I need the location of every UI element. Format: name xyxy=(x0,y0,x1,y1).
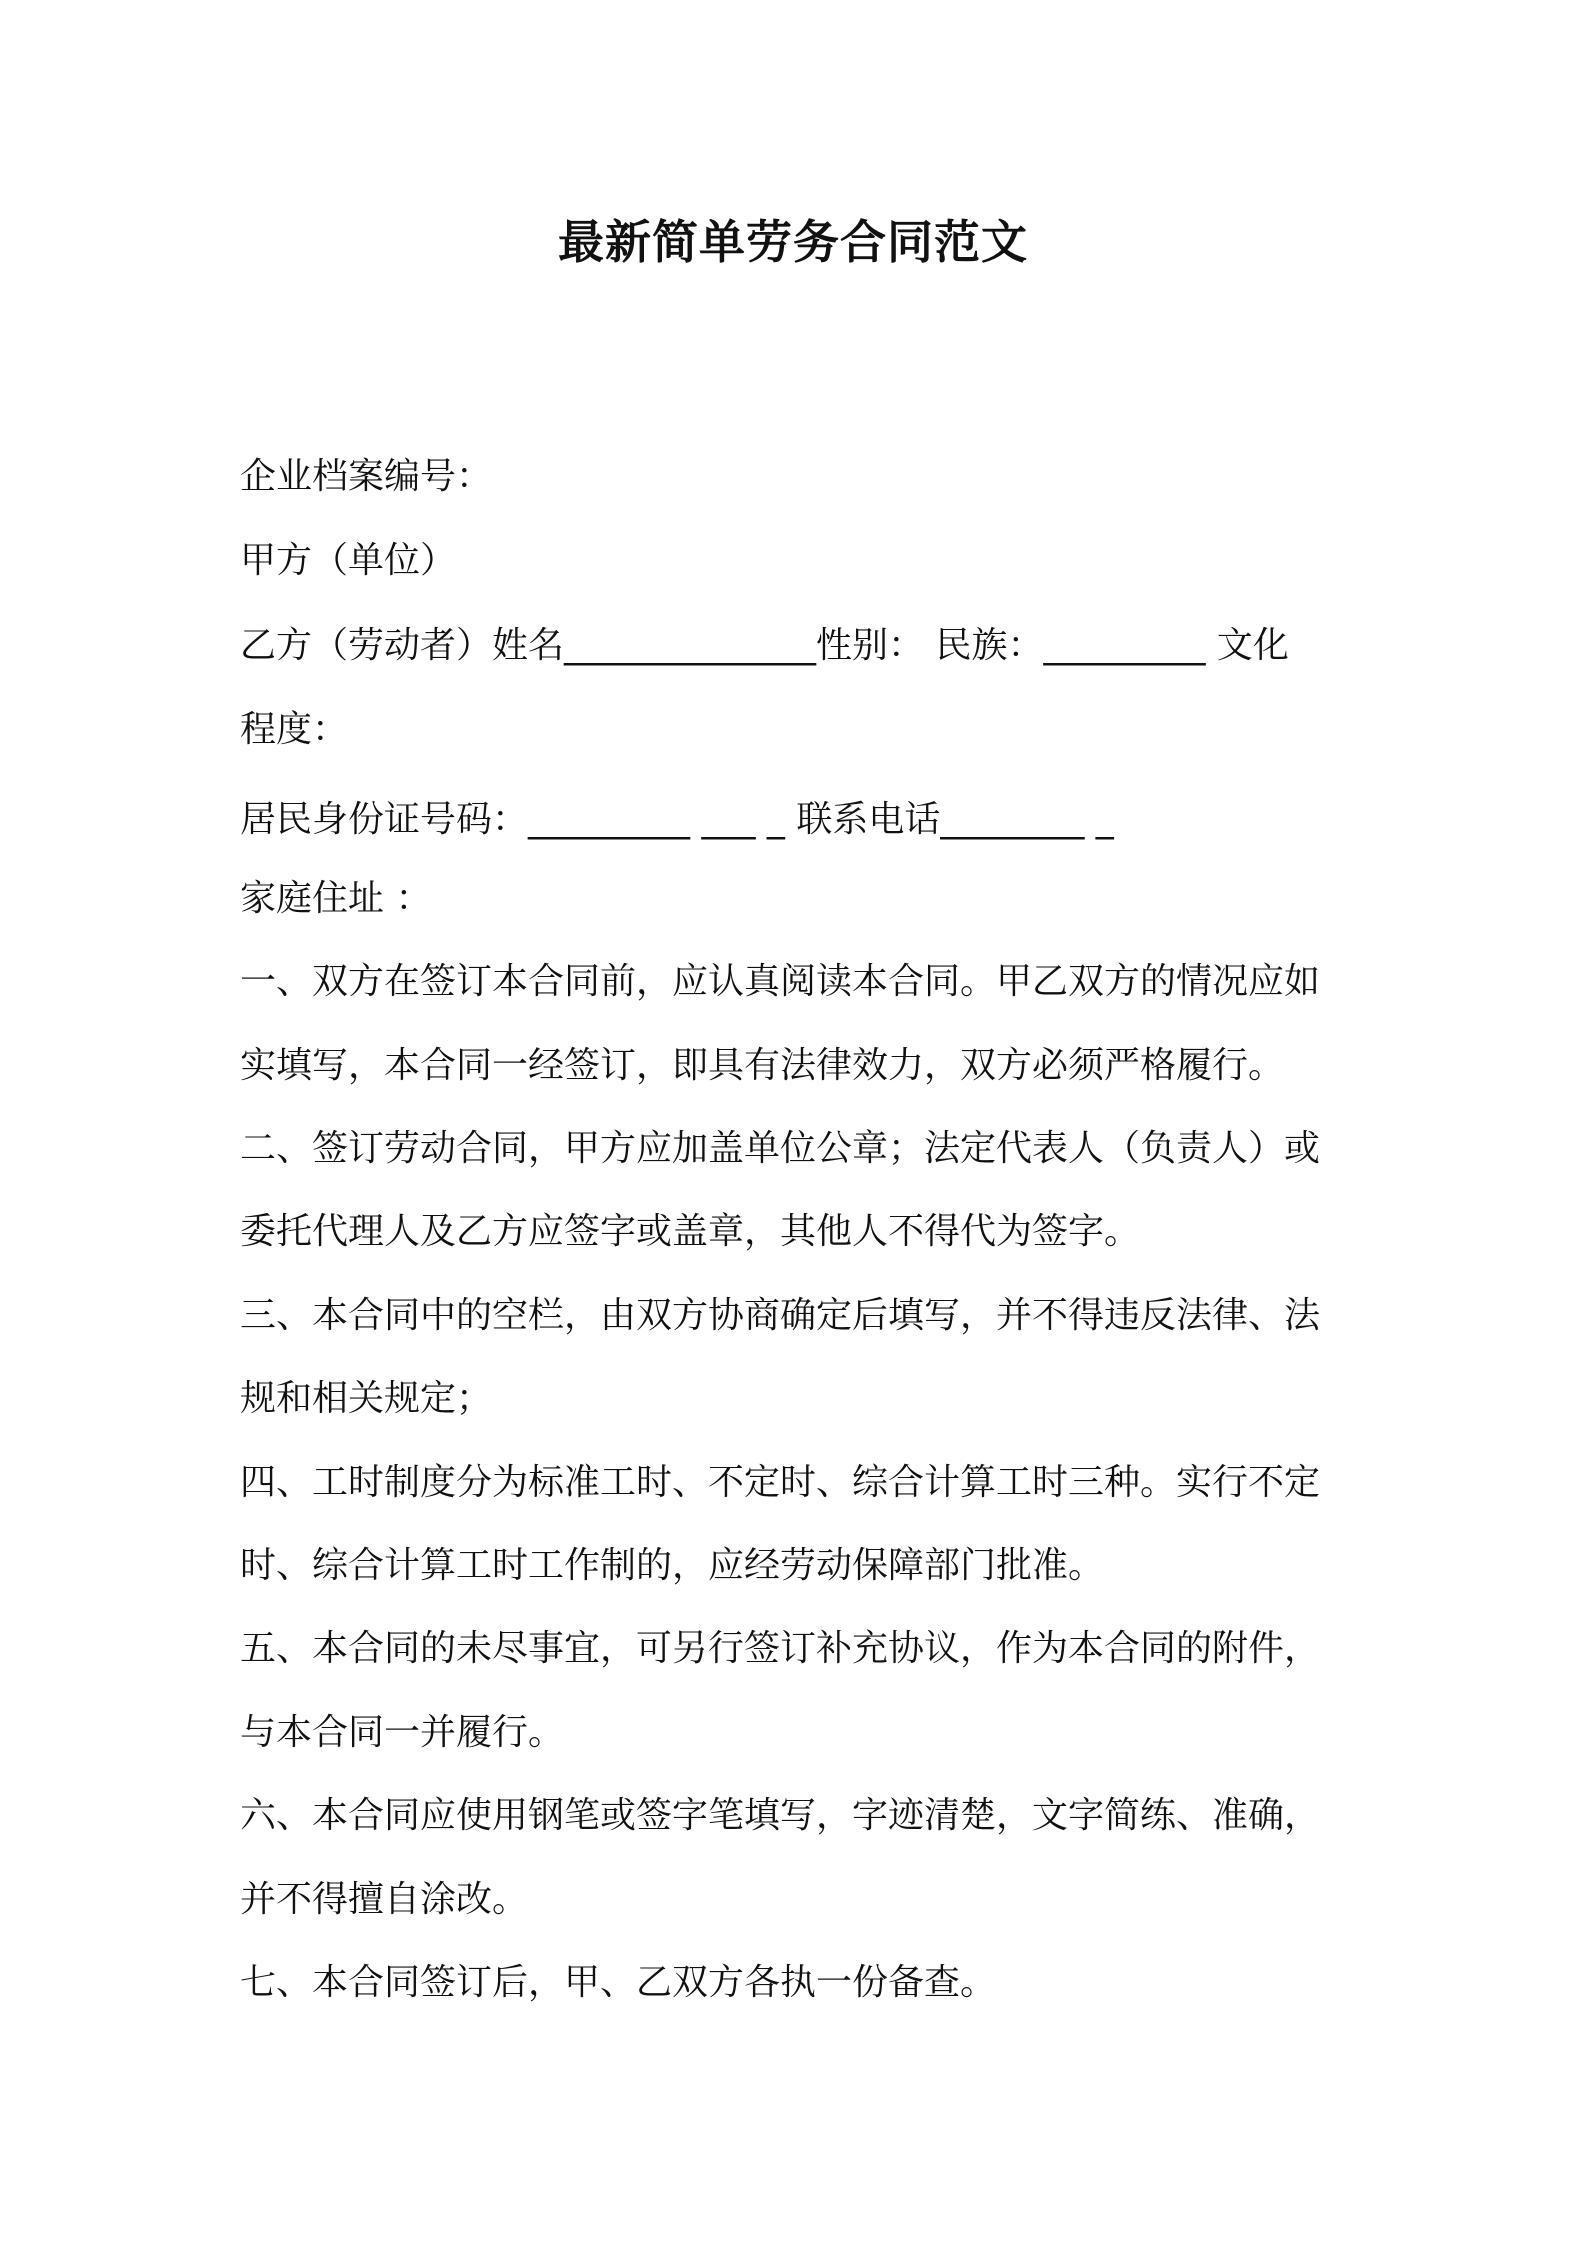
party-b-field: 乙方（劳动者）姓名______________性别： 民族：_________ 文化 xyxy=(240,625,1289,666)
clause-4-line-2: 时、综合计算工时工作制的，应经劳动保障部门批准。 xyxy=(240,1545,1105,1586)
clause-5-line-2: 与本合同一并履行。 xyxy=(240,1712,565,1753)
clause-1-line-2: 实填写，本合同一经签订，即具有法律效力，双方必须严格履行。 xyxy=(240,1045,1285,1086)
archive-number-field: 企业档案编号： xyxy=(240,456,493,497)
party-a-field: 甲方（单位） xyxy=(240,540,457,581)
clause-3-line-2: 规和相关规定； xyxy=(240,1378,493,1419)
education-field: 程度： xyxy=(240,709,349,750)
clause-3-line-1: 三、本合同中的空栏，由双方协商确定后填写，并不得违反法律、法 xyxy=(240,1295,1321,1336)
document-title: 最新简单劳务合同范文 xyxy=(558,215,1028,269)
clause-1-line-1: 一、双方在签订本合同前，应认真阅读本合同。甲乙双方的情况应如 xyxy=(240,961,1321,1002)
clause-2-line-1: 二、签订劳动合同，甲方应加盖单位公章；法定代表人（负责人）或 xyxy=(240,1128,1321,1169)
address-field: 家庭住址 ： xyxy=(240,878,432,919)
clause-5-line-1: 五、本合同的未尽事宜，可另行签订补充协议，作为本合同的附件， xyxy=(240,1628,1321,1669)
clause-4-line-1: 四、工时制度分为标准工时、不定时、综合计算工时三种。实行不定 xyxy=(240,1462,1321,1503)
id-phone-field: 居民身份证号码：_________ ___ _ 联系电话________ _ xyxy=(240,799,1114,840)
clause-6-line-1: 六、本合同应使用钢笔或签字笔填写，字迹清楚，文字简练、准确， xyxy=(240,1795,1321,1836)
clause-2-line-2: 委托代理人及乙方应签字或盖章，其他人不得代为签字。 xyxy=(240,1211,1141,1252)
clause-7-line-1: 七、本合同签订后，甲、乙双方各执一份备查。 xyxy=(240,1962,997,2003)
clause-6-line-2: 并不得擅自涂改。 xyxy=(240,1879,529,1920)
